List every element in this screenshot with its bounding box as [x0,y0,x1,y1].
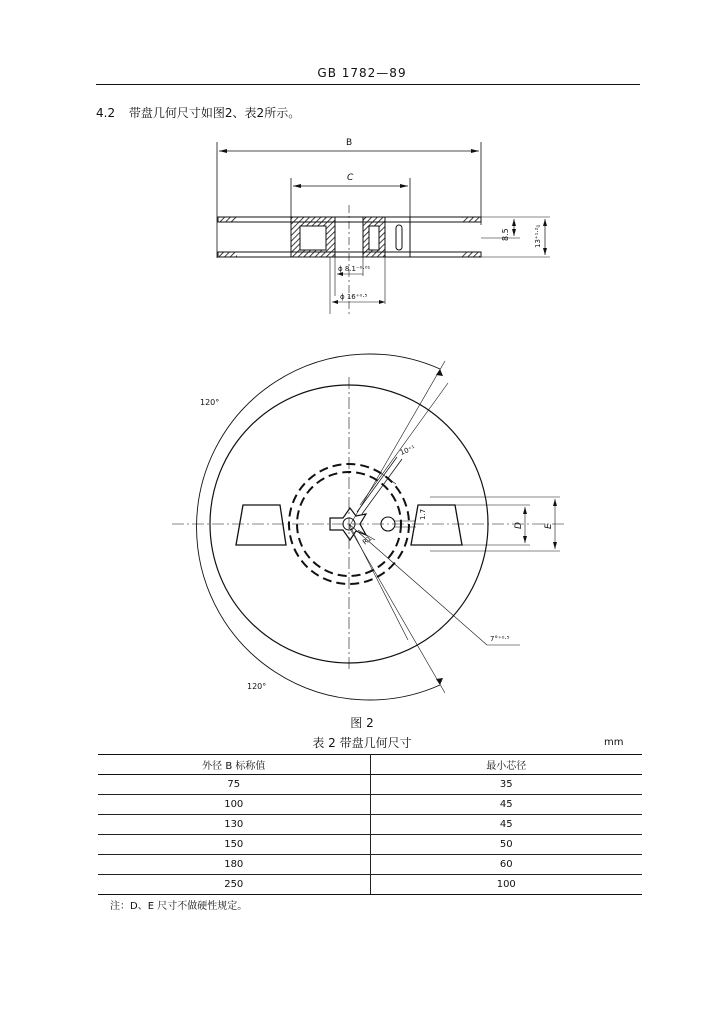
table-row [98,835,642,855]
dim-hub-label: ϕ 16⁺⁰·⁵ [340,293,368,301]
table-cell: 45 [370,795,642,815]
dim-window-label: 1.7 [419,508,427,520]
dim-radius-label: R1 [361,534,374,547]
table-cell: 45 [370,815,642,835]
side-view [217,142,550,314]
table-cell: 150 [98,835,370,855]
header-outer-diameter: 外径 B 标称值 [98,755,370,775]
table-row [98,875,642,895]
table-cell: 60 [370,855,642,875]
figure-caption: 图 2 [350,716,374,730]
angle-bottom-label: 120° [247,682,267,691]
angle-top-label: 120° [200,398,220,407]
table-row [98,795,642,815]
table-row [98,775,642,795]
standard-number: GB 1782—89 [317,66,407,80]
table-cell: 250 [98,875,370,895]
dim-e-label: E [544,523,554,529]
table-row [98,855,642,875]
table-cell: 50 [370,835,642,855]
table-row [98,815,642,835]
dim-angle-small-label: 7°⁺⁰·⁵ [490,635,510,643]
dimension-table [98,754,642,895]
dim-c-label: C [347,173,354,183]
dim-slot-label: 10⁺¹ [398,444,417,457]
section-number: 4.2 [96,106,116,120]
table-cell: 180 [98,855,370,875]
dim-d-label: D [514,522,524,529]
header-min-core-diameter: 最小芯径 [370,755,642,775]
table-header-row [98,755,642,775]
dim-b-label: B [346,138,353,148]
table-caption: 表 2 带盘几何尺寸 [312,736,412,750]
table-note: 注：D、E 尺寸不做硬性规定。 [110,901,248,912]
table-unit: mm [604,737,624,748]
dim-height-label: 13⁺¹·²₀ [534,224,542,248]
table-cell: 35 [370,775,642,795]
table-cell: 100 [98,795,370,815]
dim-85-label: 8.5 [501,228,510,241]
front-view [172,354,565,700]
dim-bore-label: ϕ 8.1⁻⁰·⁰¹ [338,265,371,273]
table-cell: 130 [98,815,370,835]
table-cell: 75 [98,775,370,795]
table-cell: 100 [370,875,642,895]
section-text: 带盘几何尺寸如图2、表2所示。 [128,106,301,120]
